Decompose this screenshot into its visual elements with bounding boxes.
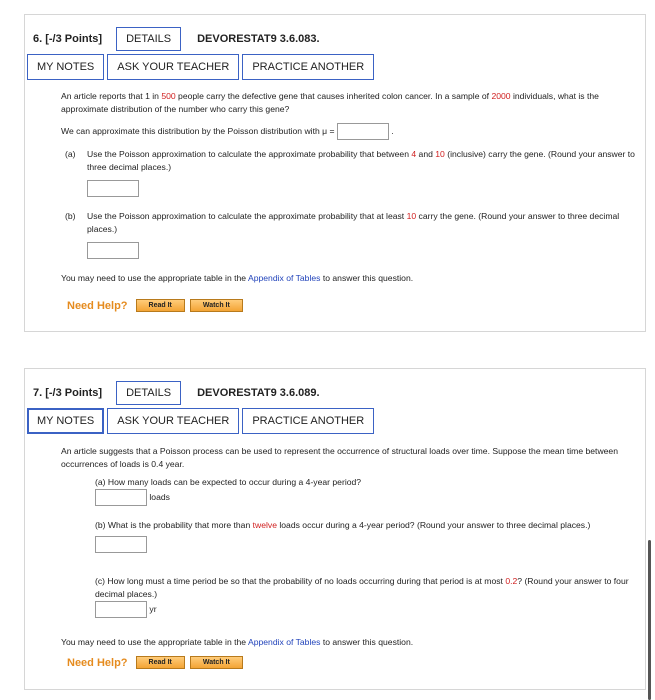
points-label: 6. [-/3 Points]	[33, 33, 103, 45]
appendix-link[interactable]: Appendix of Tables	[247, 637, 321, 647]
appendix-note	[61, 636, 635, 649]
value-0-2: 0.2	[505, 576, 518, 586]
problem-code: DEVORESTAT9 3.6.089.	[197, 387, 320, 399]
need-help-label: Need Help?	[67, 299, 128, 312]
details-button[interactable]: DETAILS	[116, 381, 181, 405]
appendix-text: You may need to use the appropriate table in the	[61, 273, 248, 283]
read-it-button[interactable]: Read It	[136, 656, 185, 669]
question-6-card	[24, 14, 646, 332]
question-7-card	[24, 368, 646, 690]
value-4: 4	[411, 149, 417, 159]
part-b	[95, 519, 635, 553]
part-b-answer-input[interactable]	[95, 536, 147, 553]
scrollbar[interactable]	[648, 540, 651, 700]
ask-teacher-button[interactable]: ASK YOUR TEACHER	[107, 54, 239, 80]
part-a	[65, 148, 635, 197]
ask-teacher-button[interactable]: ASK YOUR TEACHER	[107, 408, 239, 434]
problem-code: DEVORESTAT9 3.6.083.	[197, 33, 320, 45]
part-a-answer-input[interactable]	[87, 180, 139, 197]
need-help-row	[67, 299, 248, 312]
part-b-text: Use the Poisson approximation to calculate the approximate probability that at least	[87, 211, 407, 221]
value-twelve: twelve	[252, 520, 277, 530]
appendix-link[interactable]: Appendix of Tables	[247, 273, 321, 283]
appendix-text: You may need to use the appropriate table in the	[61, 637, 248, 647]
question-7-intro: An article suggests that a Poisson process can be used to represent the occurrence of structural loads over time. Suppose the mean time between occurrences of loads is 0.4 year.	[61, 446, 618, 469]
approx-line: We can approximate this distribution by the Poisson distribution with μ = .	[61, 123, 635, 140]
part-b-text: (b) What is the probability that more than	[95, 520, 253, 530]
action-buttons	[27, 408, 377, 434]
mu-input[interactable]	[337, 123, 389, 140]
part-a-label: (a)	[65, 149, 76, 159]
intro-text: people carry the defective gene that causes inherited colon cancer. In a sample of	[175, 91, 492, 101]
loads-unit: loads	[149, 491, 170, 502]
value-2000: 2000	[491, 91, 511, 101]
part-a	[95, 476, 635, 506]
question-6-intro	[61, 90, 635, 116]
part-a-text: Use the Poisson approximation to calculate the approximate probability that between	[87, 149, 412, 159]
appendix-note	[61, 272, 635, 285]
points-label: 7. [-/3 Points]	[33, 387, 103, 399]
part-b	[65, 210, 635, 259]
appendix-text: to answer this question.	[320, 637, 414, 647]
value-500: 500	[161, 91, 176, 101]
watch-it-button[interactable]: Watch It	[190, 656, 243, 669]
appendix-text: to answer this question.	[320, 273, 414, 283]
part-b-text: carry the gene. (Round your answer to three decimal places.)	[87, 211, 620, 234]
watch-it-button[interactable]: Watch It	[190, 299, 243, 312]
part-b-text: loads occur during a 4-year period? (Round your answer to three decimal places.)	[276, 520, 591, 530]
approx-text: We can approximate this distribution by the Poisson distribution with μ =	[61, 125, 335, 136]
part-c-answer-input[interactable]	[95, 601, 147, 618]
part-c-text: ? (Round your answer to four decimal places.)	[95, 576, 629, 599]
part-a-text: (a) How many loads can be expected to occur during a 4-year period?	[95, 477, 362, 487]
part-c-text: (c) How long must a time period be so that the probability of no loads occurring during that period is at most	[95, 576, 506, 586]
intro-text: individuals, what is the approximate distribution of the number who carry this gene?	[61, 91, 599, 114]
yr-unit: yr	[149, 603, 157, 614]
part-b-label: (b)	[65, 211, 76, 221]
action-buttons	[27, 54, 377, 80]
part-a-text: and	[416, 149, 436, 159]
question-7-header	[33, 381, 320, 405]
part-a-answer-input[interactable]	[95, 489, 147, 506]
intro-text: An article reports that 1 in	[61, 91, 162, 101]
part-c	[95, 575, 635, 618]
value-10: 10	[406, 211, 417, 221]
practice-another-button[interactable]: PRACTICE ANOTHER	[242, 54, 374, 80]
part-b-answer-input[interactable]	[87, 242, 139, 259]
value-10: 10	[435, 149, 445, 159]
details-button[interactable]: DETAILS	[116, 27, 181, 51]
need-help-label: Need Help?	[67, 656, 128, 669]
part-a-text: (inclusive) carry the gene. (Round your answer to three decimal places.)	[87, 149, 635, 172]
my-notes-button[interactable]: MY NOTES	[27, 54, 104, 80]
my-notes-button[interactable]: MY NOTES	[27, 408, 104, 434]
practice-another-button[interactable]: PRACTICE ANOTHER	[242, 408, 374, 434]
need-help-row	[67, 656, 248, 669]
read-it-button[interactable]: Read It	[136, 299, 185, 312]
question-6-header	[33, 27, 320, 51]
